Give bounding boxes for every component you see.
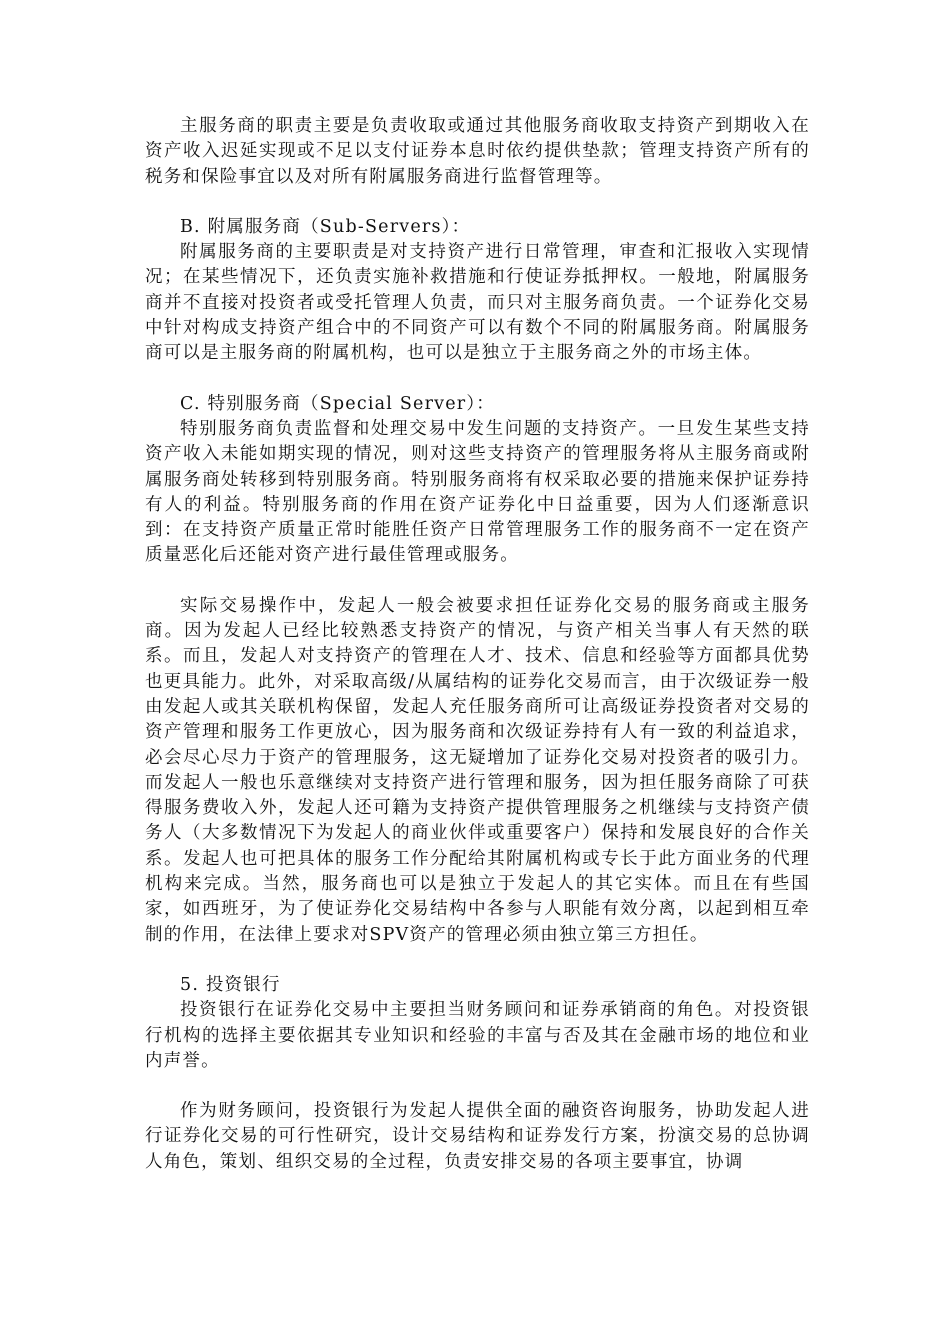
paragraph-special-server: 特别服务商负责监督和处理交易中发生问题的支持资产。一旦发生某些支持资产收入未能如期实现的情况，则对这些支持资产的管理服务将从主服务商或附属服务商处转移到特别服务商。特别服务商将有权采取必要的措施来保护证券持有人的利益。特别服务商的作用在资产证券化中日益重要，因为人们逐渐意识到：在支持资产质量正常时能胜任资产日常管理服务工作的服务商不一定在资产质量恶化后还能对资产进行最佳管理或服务。 (145, 418, 810, 566)
paragraph-sub-servers: 附属服务商的主要职责是对支持资产进行日常管理，审查和汇报收入实现情况；在某些情况下，还负责实施补救措施和行使证券抵押权。一般地，附属服务商并不直接对投资者或受托管理人负责，而只对主服务商负责。一个证券化交易中针对构成支持资产组合中的不同资产可以有数个不同的附属服务商。附属服务商可以是主服务商的附属机构，也可以是独立于主服务商之外的市场主体。 (145, 242, 810, 364)
paragraph-gap (145, 569, 810, 594)
heading-sub-servers: B. 附属服务商（Sub-Servers）： (180, 216, 471, 237)
paragraph-financial-advisor: 作为财务顾问，投资银行为发起人提供全面的融资咨询服务，协助发起人进行证券化交易的可行性研究，设计交易结构和证券发行方案，扮演交易的总协调人角色，策划、组织交易的全过程，负责安排交易的各项主要事宜，协调 (145, 1101, 810, 1172)
paragraph-main-servicer-duties: 主服务商的职责主要是负责收取或通过其他服务商收取支持资产到期收入在资产收入迟延实现或不足以支付证券本息时依约提供垫款；管理支持资产所有的税务和保险事宜以及对所有附属服务商进行监督管理等。 (145, 116, 810, 187)
document-body (145, 114, 810, 1175)
paragraph-gap (145, 1074, 810, 1099)
heading-special-server: C. 特别服务商（Special Server）： (180, 393, 495, 414)
heading-investment-bank: 5. 投资银行 (180, 974, 281, 995)
paragraph-gap (145, 948, 810, 973)
paragraph-gap (145, 190, 810, 215)
paragraph-gap (145, 367, 810, 392)
paragraph-investment-bank: 投资银行在证券化交易中主要担当财务顾问和证券承销商的角色。对投资银行机构的选择主要依据其专业知识和经验的丰富与否及其在金融市场的地位和业内声誉。 (145, 1000, 810, 1071)
paragraph-originator-as-servicer: 实际交易操作中，发起人一般会被要求担任证券化交易的服务商或主服务商。因为发起人已经比较熟悉支持资产的情况，与资产相关当事人有天然的联系。而且，发起人对支持资产的管理在人才、技术、信息和经验等方面都具优势也更具能力。此外，对采取高级/从属结构的证券化交易而言，由于次级证券一般由发起人或其关联机构保留，发起人充任服务商所可让高级证券投资者对交易的资产管理和服务工作更放心，因为服务商和次级证券持有人有一致的利益追求，必会尽心尽力于资产的管理服务，这无疑增加了证券化交易对投资者的吸引力。而发起人一般也乐意继续对支持资产进行管理和服务，因为担任服务商除了可获得服务费收入外，发起人还可籍为支持资产提供管理服务之机继续与支持资产债务人（大多数情况下为发起人的商业伙伴或重要客户）保持和发展良好的合作关系。发起人也可把具体的服务工作分配给其附属机构或专长于此方面业务的代理机构来完成。当然，服务商也可以是独立于发起人的其它实体。而且在有些国家，如西班牙，为了使证券化交易结构中各参与人职能有效分离，以起到相互牵制的作用，在法律上要求对SPV资产的管理必须由独立第三方担任。 (145, 595, 810, 945)
